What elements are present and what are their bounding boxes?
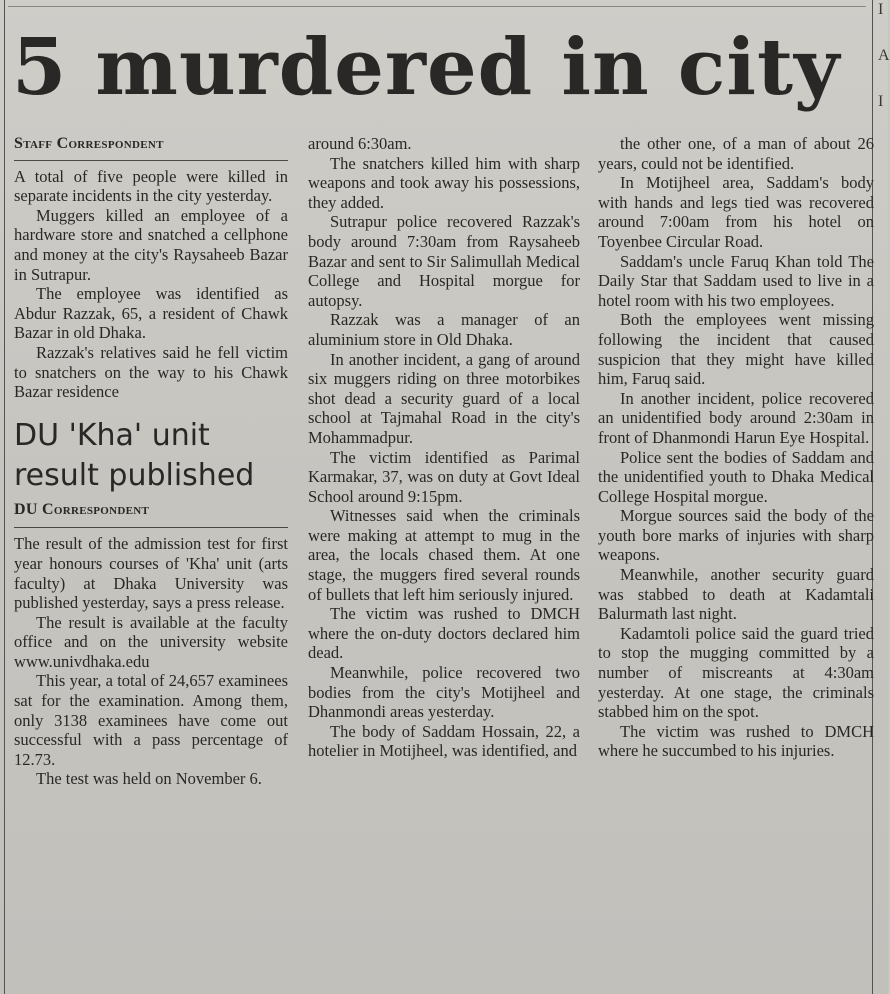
- paragraph: Saddam's uncle Faruq Khan told The Daily Star that Saddam used to live in a hotel room with his two employees.: [598, 251, 874, 310]
- paragraph: The victim was rushed to DMCH where the on-duty doctors declared him dead.: [308, 604, 580, 663]
- paragraph: Meanwhile, another security guard was stabbed to death at Kadamtali Balurmath last night.: [598, 565, 874, 624]
- byline: Staff Correspondent: [14, 134, 288, 161]
- column-1: [14, 134, 288, 789]
- paragraph: Police sent the bodies of Saddam and the unidentified youth to Dhaka Medical College Hospital morgue.: [598, 447, 874, 506]
- paragraph: Razzak's relatives said he fell victim to snatchers on the way to his Chawk Bazar residence: [14, 342, 288, 402]
- main-headline: 5 murdered in city: [12, 22, 841, 113]
- paragraph: The snatchers killed him with sharp weapons and took away his possessions, they added.: [308, 153, 580, 212]
- paragraph: In another incident, a gang of around six muggers riding on three motorbikes shot dead a security guard of a local school at Tajmahal Road in the city's Mohammadpur.: [308, 349, 580, 447]
- sub-article-headline: DU 'Kha' unit result published: [14, 417, 255, 493]
- paragraph: around 6:30am.: [308, 134, 412, 153]
- left-rule: [4, 0, 5, 994]
- paragraph: The victim was rushed to DMCH where he succumbed to his injuries.: [598, 721, 874, 761]
- column-3: [598, 134, 874, 761]
- paragraph: The result of the admission test for first year honours courses of 'Kha' unit (arts faculty) at Dhaka University was published yesterday, says a press release.: [14, 534, 288, 613]
- paragraph: In Motijheel area, Saddam's body with hands and legs tied was recovered around 7:00am from his hotel on Toyenbee Circular Road.: [598, 173, 874, 251]
- paragraph: Witnesses said when the criminals were making at attempt to mug in the area, the locals chased them. At one stage, the muggers fired several rounds of bullets that left him seriously injured.: [308, 506, 580, 604]
- paragraph: Razzak was a manager of an aluminium store in Old Dhaka.: [308, 310, 580, 349]
- paragraph: Muggers killed an employee of a hardware store and snatched a cellphone and money at the city's Raysaheeb Bazar in Sutrapur.: [14, 205, 288, 284]
- paragraph: In another incident, police recovered an unidentified body around 2:30am in front of Dhanmondi Harun Eye Hospital.: [598, 388, 874, 447]
- paragraph: Kadamtoli police said the guard tried to stop the mugging committed by a number of miscreants at 4:30am yesterday. At one stage, the criminals stabbed him on the spot.: [598, 623, 874, 722]
- paragraph: Sutrapur police recovered Razzak's body around 7:30am from Raysaheeb Bazar and sent to Sir Salimullah Medical College and Hospital morgue for autopsy.: [308, 212, 580, 310]
- sub-article-byline: DU Correspondent: [14, 500, 288, 529]
- paragraph: The employee was identified as Abdur Razzak, 65, a resident of Chawk Bazar in old Dhaka.: [14, 284, 288, 343]
- paragraph: The test was held on November 6.: [36, 769, 262, 789]
- paragraph: A total of five people were killed in separate incidents in the city yesterday.: [14, 166, 288, 206]
- paragraph: The result is available at the faculty office and on the university website www.univdhaka.edu: [14, 612, 288, 671]
- column-2: [308, 134, 580, 761]
- paragraph: This year, a total of 24,657 examinees sat for the examination. Among them, only 3138 examinees have come out successful with a pass percentage of 12.73.: [14, 671, 288, 769]
- top-rule: [8, 6, 866, 7]
- paragraph: The body of Saddam Hossain, 22, a hotelier in Motijheel, was identified, and: [308, 721, 580, 761]
- paragraph: Both the employees went missing following the incident that caused suspicion that they might have killed him, Faruq said.: [598, 310, 874, 389]
- paragraph: The victim identified as Parimal Karmakar, 37, was on duty at Govt Ideal School around 9:15pm.: [308, 447, 580, 506]
- paragraph: the other one, of a man of about 26 years, could not be identified.: [598, 134, 874, 173]
- adjacent-column-edge: I A I: [878, 1, 890, 110]
- paragraph: Morgue sources said the body of the youth bore marks of injuries with sharp weapons.: [598, 506, 874, 565]
- paragraph: Meanwhile, police recovered two bodies from the city's Motijheel and Dhanmondi areas yesterday.: [308, 663, 580, 722]
